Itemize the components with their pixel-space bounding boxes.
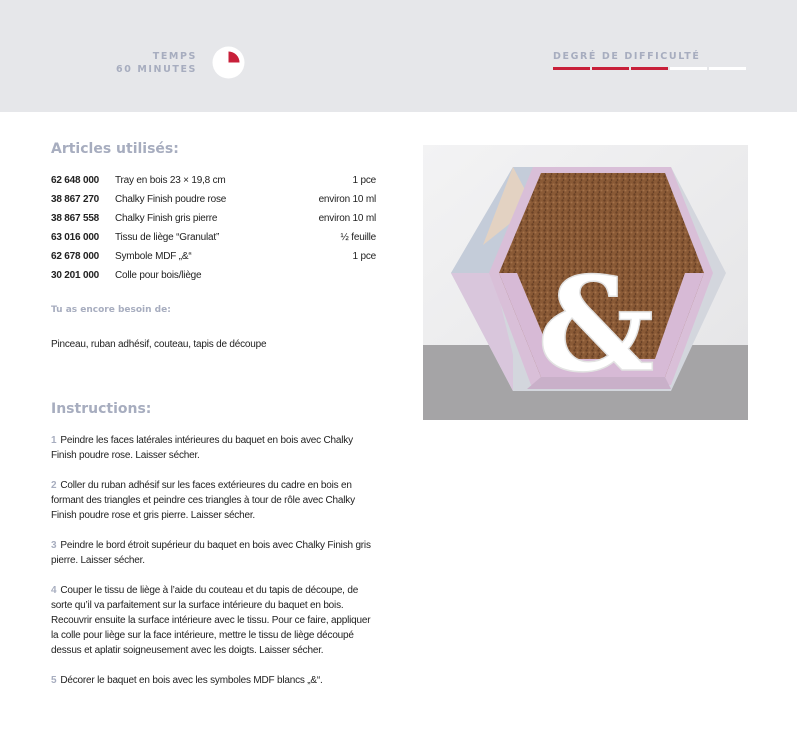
- difficulty-bar: [670, 67, 707, 70]
- instruction-step: [51, 583, 371, 658]
- article-row: [51, 270, 376, 289]
- instruction-step: [51, 673, 371, 688]
- difficulty-bar: [709, 67, 746, 70]
- article-quantity: 1 pce: [352, 175, 376, 186]
- product-photo: [423, 145, 748, 420]
- article-code: 38 867 270: [51, 194, 100, 205]
- articles-heading: Articles utilisés:: [51, 141, 179, 157]
- difficulty-bar: [592, 67, 629, 70]
- difficulty-label: DEGRÉ DE DIFFICULTÉ: [553, 51, 701, 62]
- article-description: Tissu de liège “Granulat”: [115, 232, 220, 243]
- instructions-heading: Instructions:: [51, 401, 152, 417]
- step-text: Peindre le bord étroit supérieur du baquet en bois avec Chalky Finish gris pierre. Laisser sécher.: [51, 540, 371, 566]
- article-quantity: environ 10 ml: [318, 213, 376, 224]
- article-description: Symbole MDF „&“: [115, 251, 192, 262]
- article-description: Chalky Finish gris pierre: [115, 213, 218, 224]
- step-number: 4: [51, 585, 57, 596]
- difficulty-bar: [553, 67, 590, 70]
- article-code: 30 201 000: [51, 270, 100, 281]
- article-row: [51, 251, 376, 270]
- articles-list: [51, 175, 376, 289]
- article-code: 63 016 000: [51, 232, 100, 243]
- article-description: Colle pour bois/liège: [115, 270, 202, 281]
- article-row: [51, 194, 376, 213]
- header-band: [0, 0, 797, 112]
- instruction-step: [51, 478, 371, 523]
- step-text: Décorer le baquet en bois avec les symboles MDF blancs „&“.: [60, 675, 323, 686]
- instructions-list: [51, 433, 371, 703]
- step-text: Peindre les faces latérales intérieures du baquet en bois avec Chalky Finish poudre rose. Laisser sécher.: [51, 435, 353, 461]
- time-indicator: [116, 50, 197, 76]
- article-code: 62 678 000: [51, 251, 100, 262]
- step-text: Couper le tissu de liège à l’aide du couteau et du tapis de découpe, de sorte qu’il va parfaitement sur la surface intérieure du baquet en bois. Recouvrir ensuite la surface intérieure avec le tissu. Pour ce faire, appliquer la colle pour liège sur la face intérieure, mettre le tissu de liège découpé dessus et aplatir soigneusement avec les doigts. Laisser sécher.: [51, 585, 371, 656]
- article-code: 62 648 000: [51, 175, 100, 186]
- article-quantity: ½ feuille: [340, 232, 376, 243]
- step-number: 1: [51, 435, 57, 446]
- need-heading: Tu as encore besoin de:: [51, 305, 171, 315]
- article-row: [51, 213, 376, 232]
- need-text: Pinceau, ruban adhésif, couteau, tapis de découpe: [51, 339, 267, 350]
- pie-clock-icon: [212, 46, 245, 79]
- article-description: Chalky Finish poudre rose: [115, 194, 227, 205]
- time-label: TEMPS: [152, 51, 197, 62]
- article-description: Tray en bois 23 × 19,8 cm: [115, 175, 226, 186]
- article-quantity: environ 10 ml: [318, 194, 376, 205]
- step-number: 2: [51, 480, 57, 491]
- step-number: 5: [51, 675, 57, 686]
- article-quantity: 1 pce: [352, 251, 376, 262]
- article-row: [51, 232, 376, 251]
- time-value: 60 MINUTES: [116, 64, 197, 75]
- instruction-step: [51, 538, 371, 568]
- difficulty-meter: [553, 67, 747, 71]
- step-text: Coller du ruban adhésif sur les faces extérieures du cadre en bois en formant des triangles et peindre ces triangles à tour de rôle avec Chalky Finish poudre rose et gris pierre. Laisser sécher.: [51, 480, 355, 521]
- instruction-step: [51, 433, 371, 463]
- article-row: [51, 175, 376, 194]
- difficulty-bar: [631, 67, 668, 70]
- article-code: 38 867 558: [51, 213, 100, 224]
- step-number: 3: [51, 540, 57, 551]
- ampersand-symbol: &: [537, 248, 655, 401]
